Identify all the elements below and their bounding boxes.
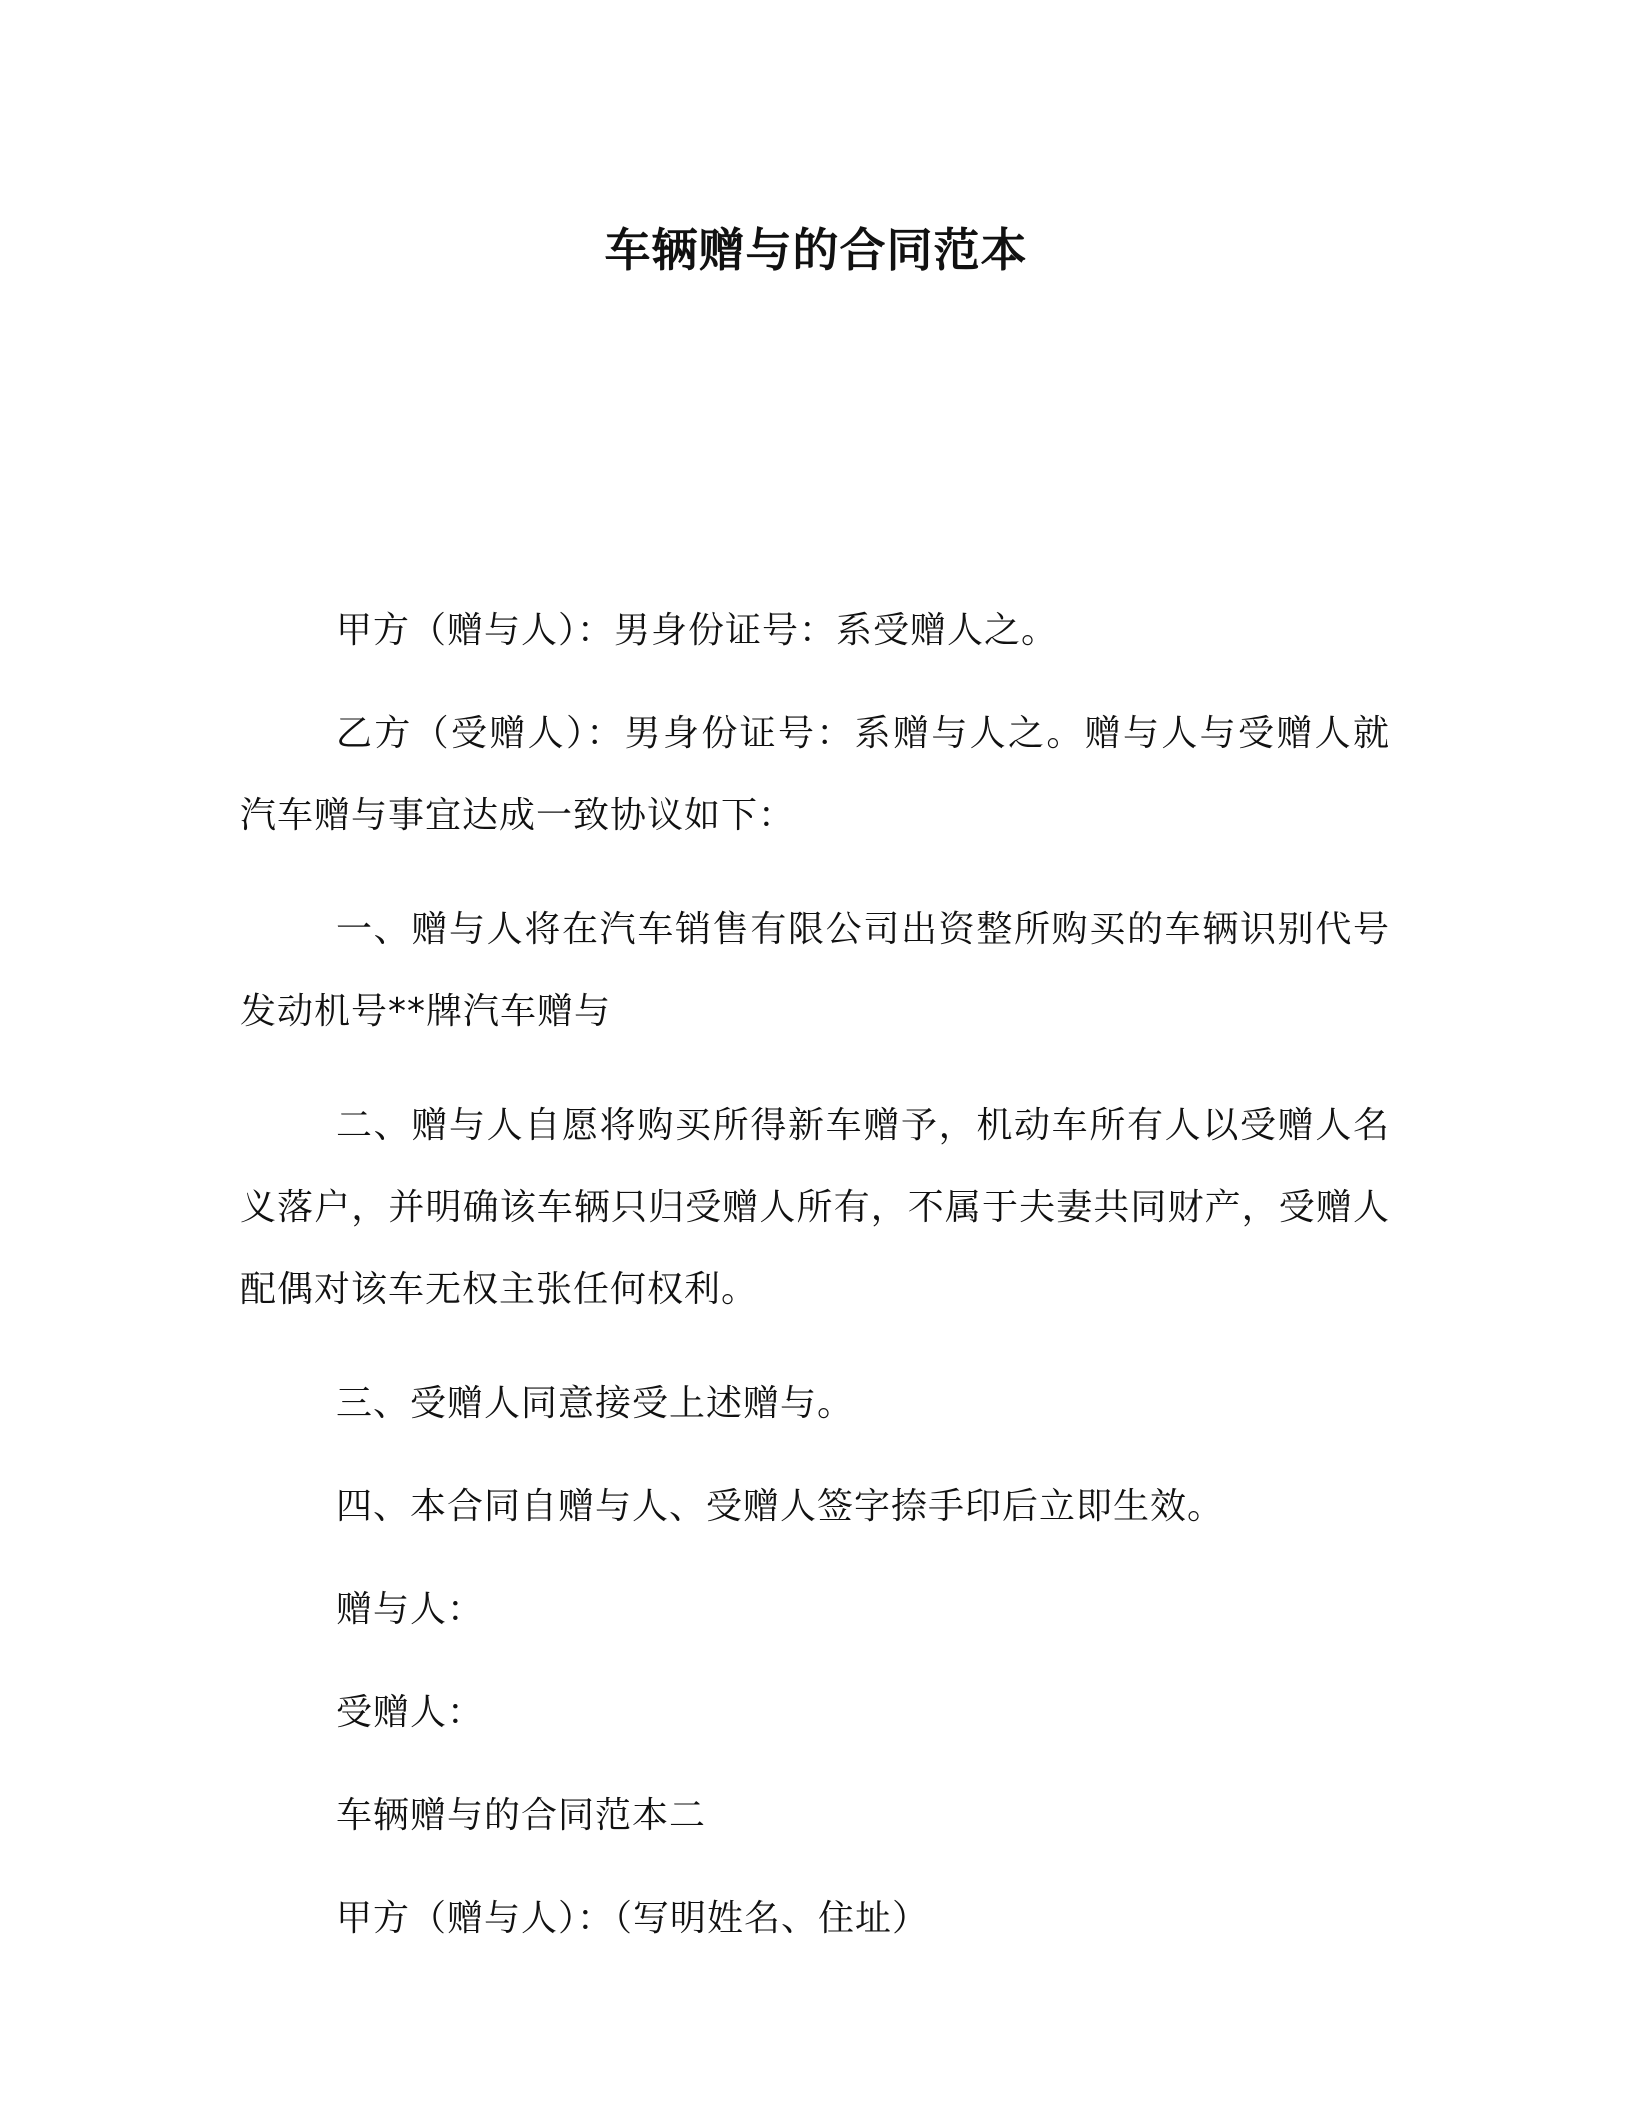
party-b-paragraph: 乙方（受赠人）：男身份证号：系赠与人之。赠与人与受赠人就汽车赠与事宜达成一致协议如下：: [240, 713, 1390, 836]
clause-4-paragraph: 四、本合同自赠与人、受赠人签字捺手印后立即生效。: [336, 1486, 1225, 1527]
clause-2-paragraph: 二、赠与人自愿将购买所得新车赠予，机动车所有人以受赠人名义落户，并明确该车辆只归受赠人所有，不属于夫妻共同财产，受赠人配偶对该车无权主张任何权利。: [240, 1105, 1390, 1310]
second-template-heading: 车辆赠与的合同范本二: [336, 1795, 707, 1836]
clause-3-paragraph: 三、受赠人同意接受上述赠与。: [336, 1383, 855, 1424]
donor-signature-label: 赠与人：: [336, 1589, 485, 1630]
party-a-paragraph: 甲方（赠与人）：男身份证号：系受赠人之。: [336, 610, 1059, 651]
recipient-signature-label: 受赠人：: [336, 1692, 485, 1733]
document-body: [240, 590, 1390, 1981]
clause-1-paragraph: 一、赠与人将在汽车销售有限公司出资整所购买的车辆识别代号发动机号**牌汽车赠与: [240, 909, 1390, 1032]
document-title: 车辆赠与的合同范本: [604, 223, 1028, 277]
second-template-party-a: 甲方（赠与人）：（写明姓名、住址）: [336, 1898, 930, 1939]
